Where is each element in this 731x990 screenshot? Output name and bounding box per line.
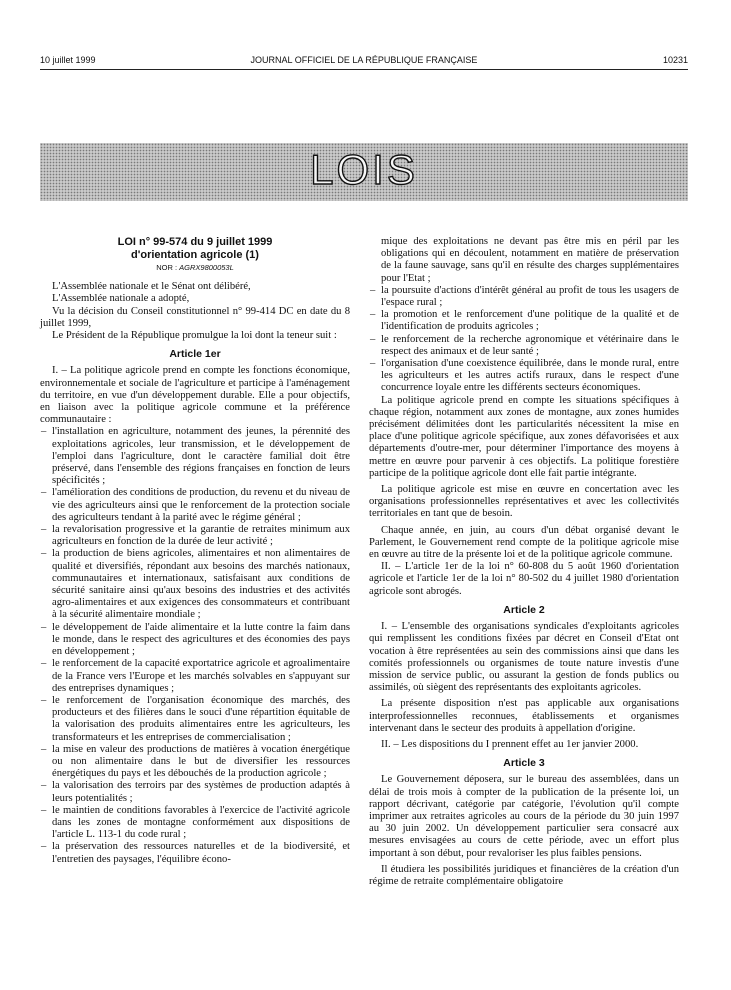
list-item: – le renforcement de la capacité exportatrice agricole et agroalimentaire de la France vers l'Europe et les marchés solvables en s'appuyant sur des entreprises dynamiques ; [41,658,350,694]
left-column [40,236,350,866]
article-heading: Article 2 [503,603,545,616]
list-item: – l'organisation d'une coexistence équilibrée, dans le monde rural, entre les agriculteurs et les autres actifs ruraux, dans le respect d'une concurrence loyale entre les différents secteurs économiques. [370,358,679,394]
header-date: 10 juillet 1999 [40,55,96,65]
nor-code: AGRX9800053L [179,263,234,272]
dash-marker: – [41,621,47,633]
preamble-line: Vu la décision du Conseil constitutionnel n° 99-414 DC en date du 8 juillet 1999, [40,305,350,329]
list-item: – le renforcement de la recherche agronomique et vétérinaire dans le respect des animaux et de leur santé ; [370,333,679,357]
list-item: – l'installation en agriculture, notamment des jeunes, la pérennité des exploitations agricoles, leur transmission, et le développement de l'emploi dans l'agriculture, dont le caractère familial doit être préservé, dans l'ensemble des régions françaises en fonction de leurs spécificités ; [41,426,350,487]
article-heading: Article 1er [169,348,221,361]
dash-marker: – [41,548,47,560]
dash-marker: – [370,284,376,296]
nor-reference [40,262,350,274]
dash-marker: – [41,487,47,499]
section-title: LOIS [310,146,418,193]
article-paragraph: La politique agricole est mise en œuvre en concertation avec les organisations professionnelles représentatives et avec les collectivités territoriales en tant que de besoin. [369,484,679,520]
preamble-line: Le Président de la République promulgue la loi dont la teneur suit : [52,330,337,342]
dash-marker: – [370,358,376,370]
article-paragraph: La politique agricole prend en compte les situations spécifiques à chaque région, notamment aux zones de montagne, aux zones humides précisément délimitées dont les particularités nécessitent la mise en place d'une politique agricole spécifique, aux zones défavorisées et aux départements d'outre-mer, pour déterminer l'importance des moyens à mettre en œuvre pour parvenir à ces objectifs. La politique forestière participe de la politique agricole dont elle fait partie intégrante. [369,394,679,479]
list-item: – la préservation des ressources naturelles et de la biodiversité, et l'entretien des paysages, l'équilibre écono- [41,841,350,865]
header-page-number: 10231 [662,55,688,65]
preamble-line: L'Assemblée nationale a adopté, [52,293,190,305]
article-heading: Article 3 [503,757,545,770]
right-column [369,236,679,888]
objectives-list [40,426,350,865]
dash-marker: – [41,694,47,706]
list-item: – le renforcement de l'organisation économique des marchés, des producteurs et des filières dans le souci d'une répartition équitable de la valorisation des produits alimentaires entre les agriculteurs, les transformateurs et les entreprises de commercialisation ; [41,694,350,743]
law-title: LOI n° 99-574 du 9 juillet 1999 [117,236,273,248]
article-paragraph: I. – La politique agricole prend en compte les fonctions économique, environnementale et sociale de l'agriculture et participe à l'aménagement du territoire, en vue d'un développement durable. Elle a pour objectifs, en liaison avec la politique agricole commune et la préférence communautaire : [40,365,350,426]
dash-marker: – [41,804,47,816]
dash-marker: – [41,658,47,670]
preamble-line: L'Assemblée nationale et le Sénat ont délibéré, [52,281,251,293]
dash-marker: – [41,841,47,853]
list-item: – le développement de l'aide alimentaire et la lutte contre la faim dans le monde, dans le respect des agricultures et des économies des pays en développement ; [41,621,350,658]
dash-marker: – [41,780,47,792]
nor-label: NOR : [156,263,180,272]
dash-marker: – [41,524,47,536]
article-paragraph: II. – L'article 1er de la loi n° 60-808 du 5 août 1960 d'orientation agricole et l'article 1er de la loi n° 80-502 du 4 juillet 1980 d'orientation agricole sont abrogés. [369,561,679,597]
list-item: – l'amélioration des conditions de production, du revenu et du niveau de vie des agriculteurs ainsi que le renforcement de la protection sociale des agriculteurs tendant à la parité avec le régime général ; [41,487,350,523]
dash-marker: – [41,743,47,755]
dash-marker: – [41,426,47,438]
list-item-continuation: mique des exploitations ne devant pas être mis en péril par les obligations qui en découlent, notamment en matière de préservation de la faune sauvage, sans qu'il en résulte des charges supplémentaires pour l'Etat ; [381,236,679,284]
list-item: – la production de biens agricoles, alimentaires et non alimentaires de qualité et diversifiés, répondant aux besoins des marchés nationaux, communautaires et internationaux, satisfaisant aux conditions de sécurité sanitaire ainsi qu'aux besoins des industries et des activités agro-alimentaires et aux exigences des consommateurs et contribuant à la sécurité alimentaire mondiale ; [41,548,350,621]
list-item: – la valorisation des terroirs par des systèmes de production adaptés à leurs potentialités ; [41,780,350,804]
article-paragraph: I. – L'ensemble des organisations syndicales d'exploitants agricoles qui remplissent les conditions fixées par décret en Conseil d'Etat ont vocation à être représentées au sein des commissions ainsi que dans les comités professionnels ou organismes de toute nature investis d'une mission de service public, ou assurant la gestion de fonds publics ou assimilés, où siègent des représentants des exploitants agricoles. [369,621,679,694]
list-item: – la mise en valeur des productions de matières à vocation énergétique ou non alimentaire dans le but de diversifier les ressources énergétiques du pays et les débouchés de la production agricole ; [41,743,350,780]
dash-marker: – [370,309,376,321]
list-item: – la promotion et le renforcement d'une politique de la qualité et de l'identification de produits agricoles ; [370,309,679,333]
list-item: – la poursuite d'actions d'intérêt général au profit de tous les usagers de l'espace rural ; [370,284,679,309]
list-item: – le maintien de conditions favorables à l'exercice de l'activité agricole dans les zones de montagne conformément aux dispositions de l'article L. 113-1 du code rural ; [41,804,350,841]
objectives-list-continued [369,236,679,395]
article-paragraph: Chaque année, en juin, au cours d'un débat organisé devant le Parlement, le Gouvernement rend compte de la politique agricole mise en œuvre au titre de la présente loi et de la politique agricole commune. [369,524,679,561]
page-header [40,55,688,70]
article-paragraph: II. – Les dispositions du I prennent effet au 1er janvier 2000. [381,738,639,750]
list-item: – la revalorisation progressive et la garantie de retraites minimum aux agriculteurs en fonction de la durée de leur activité ; [41,524,350,548]
header-journal-title: JOURNAL OFFICIEL DE LA RÉPUBLIQUE FRANÇAISE [250,55,478,65]
article-paragraph: La présente disposition n'est pas applicable aux organisations interprofessionnelles reconnues, établissements et organismes intervenant dans le secteur des produits à appellation d'origine. [369,698,679,734]
law-subtitle: d'orientation agricole (1) [131,248,259,261]
dash-marker: – [370,333,376,345]
section-banner [40,143,688,201]
article-paragraph: Il étudiera les possibilités juridiques et financières de la création d'un régime de retraite complémentaire obligatoire [369,863,679,887]
article-paragraph: Le Gouvernement déposera, sur le bureau des assemblées, dans un délai de trois mois à compter de la publication de la présente loi, un rapport décrivant, catégorie par catégorie, l'évolution qu'il compte imprimer aux retraites agricoles au cours de la période du 30 juin 1997 au 30 juin 2002. Un développement particulier sera consacré aux mesures envisagées au cours de cette période, avec un effort plus important à son début, pour revaloriser les plus faibles pensions. [369,774,679,859]
